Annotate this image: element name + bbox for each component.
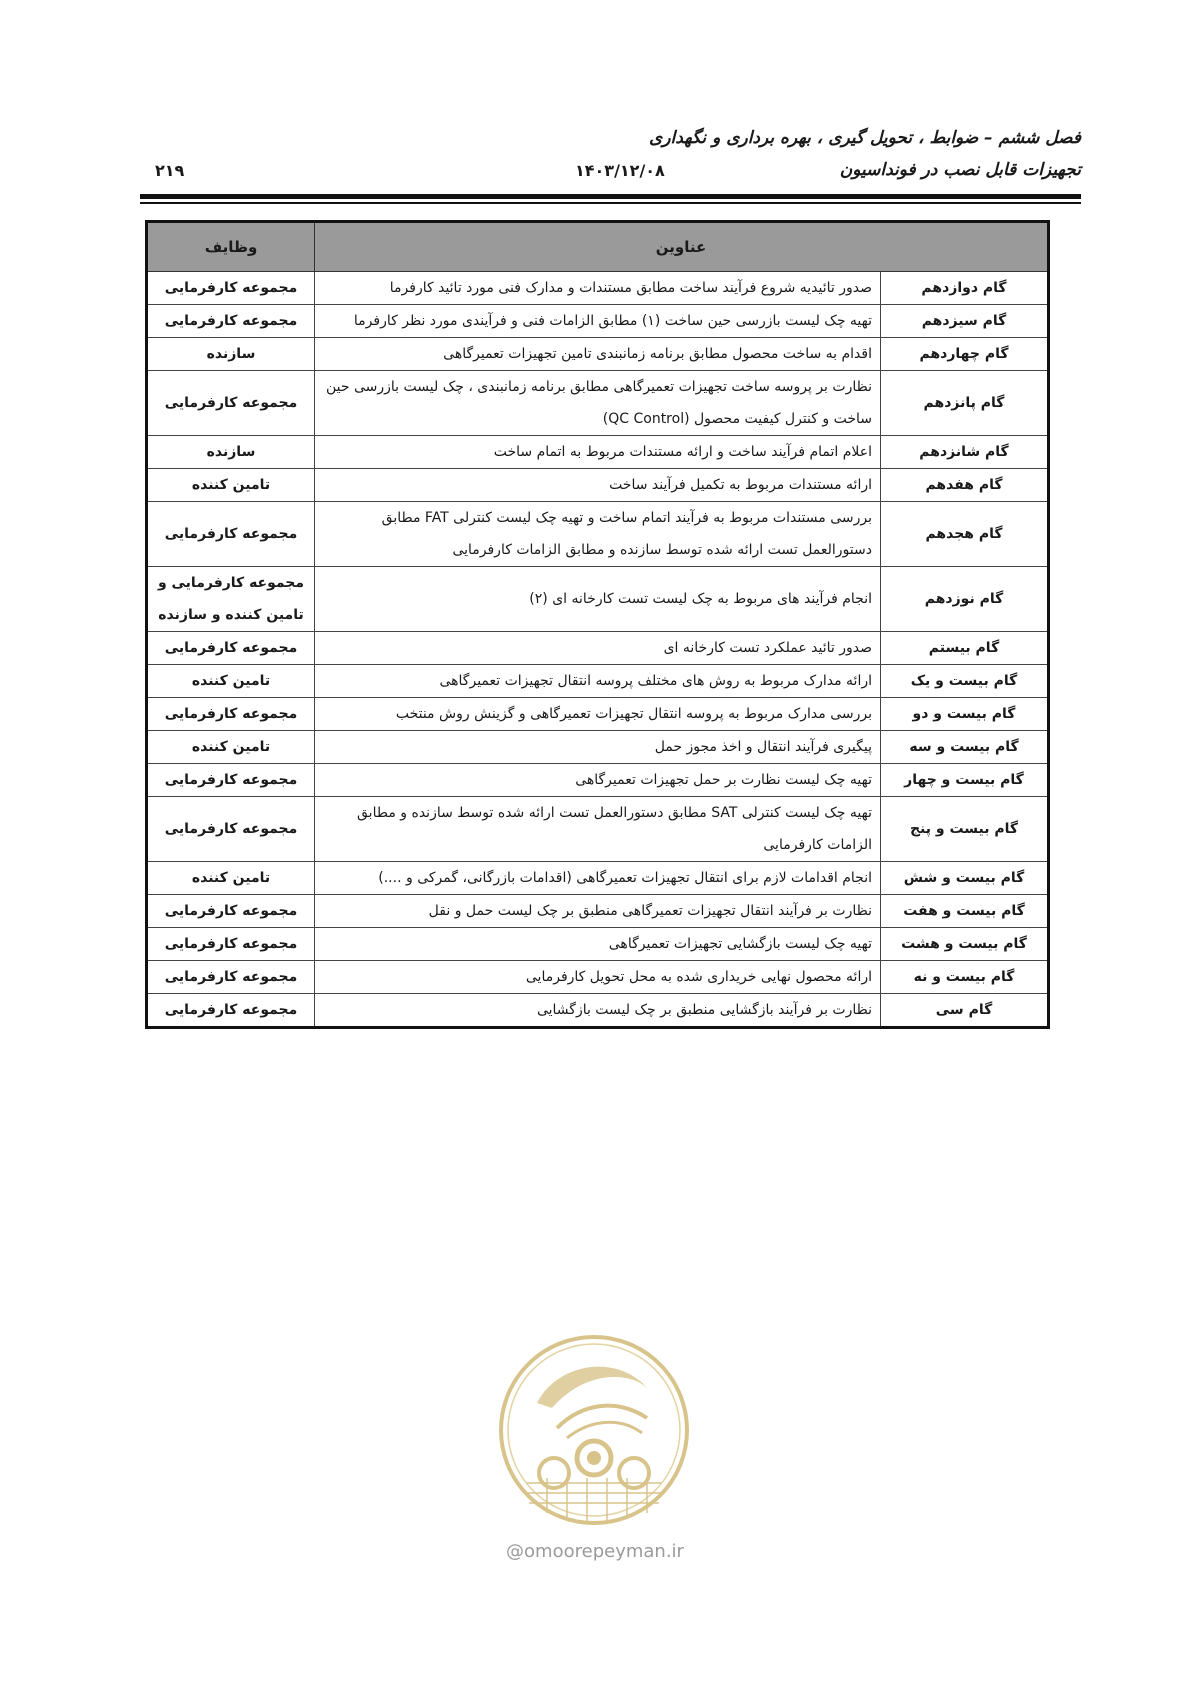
step-cell: گام سی	[881, 994, 1049, 1028]
step-cell: گام نوزدهم	[881, 567, 1049, 632]
table-header-row	[147, 222, 1049, 272]
duty-cell: تامین کننده	[147, 469, 315, 502]
title-cell: انجام اقدامات لازم برای انتقال تجهیزات تعمیرگاهی (اقدامات بازرگانی، گمرکی و ....)	[315, 862, 881, 895]
watermark-caption: @omoorepeyman.ir	[506, 1541, 684, 1562]
document-date: ۱۴۰۳/۱۲/۰۸	[575, 161, 665, 180]
title-cell: ارائه محصول نهایی خریداری شده به محل تحویل کارفرمایی	[315, 961, 881, 994]
title-cell: ارائه مدارک مربوط به روش های مختلف پروسه انتقال تجهیزات تعمیرگاهی	[315, 665, 881, 698]
duty-cell: مجموعه کارفرمایی	[147, 961, 315, 994]
duty-cell: مجموعه کارفرمایی	[147, 272, 315, 305]
title-cell: اعلام اتمام فرآیند ساخت و ارائه مستندات مربوط به اتمام ساخت	[315, 436, 881, 469]
duty-cell: مجموعه کارفرمایی و تامین کننده و سازنده	[147, 567, 315, 632]
table-body	[147, 272, 1049, 1028]
table-row	[147, 665, 1049, 698]
page-number: ۲۱۹	[155, 161, 185, 180]
step-cell: گام شانزدهم	[881, 436, 1049, 469]
duty-cell: تامین کننده	[147, 665, 315, 698]
steps-table	[145, 220, 1050, 1029]
duty-cell: مجموعه کارفرمایی	[147, 928, 315, 961]
step-cell: گام بیستم	[881, 632, 1049, 665]
step-cell: گام سیزدهم	[881, 305, 1049, 338]
step-cell: گام بیست و هشت	[881, 928, 1049, 961]
step-cell: گام هفدهم	[881, 469, 1049, 502]
title-cell: تهیه چک لیست نظارت بر حمل تجهیزات تعمیرگاهی	[315, 764, 881, 797]
duty-cell: مجموعه کارفرمایی	[147, 994, 315, 1028]
table-row	[147, 994, 1049, 1028]
duty-cell: سازنده	[147, 436, 315, 469]
header-titles: عناوین	[315, 222, 1049, 272]
title-cell: بررسی مدارک مربوط به پروسه انتقال تجهیزات تعمیرگاهی و گزینش روش منتخب	[315, 698, 881, 731]
step-cell: گام چهاردهم	[881, 338, 1049, 371]
section-subtitle: تجهیزات قابل نصب در فونداسیون	[839, 160, 1081, 180]
table-row	[147, 731, 1049, 764]
title-cell: تهیه چک لیست بازرسی حین ساخت (۱) مطابق الزامات فنی و فرآیندی مورد نظر کارفرما	[315, 305, 881, 338]
table-row	[147, 338, 1049, 371]
header-rule-thick	[140, 194, 1081, 199]
title-cell: ارائه مستندات مربوط به تکمیل فرآیند ساخت	[315, 469, 881, 502]
duty-cell: مجموعه کارفرمایی	[147, 797, 315, 862]
chapter-title: فصل ششم – ضوابط ، تحویل گیری ، بهره برداری و نگهداری	[649, 128, 1081, 148]
duty-cell: سازنده	[147, 338, 315, 371]
step-cell: گام پانزدهم	[881, 371, 1049, 436]
step-cell: گام بیست و دو	[881, 698, 1049, 731]
step-cell: گام بیست و یک	[881, 665, 1049, 698]
step-cell: گام دوازدهم	[881, 272, 1049, 305]
title-cell: نظارت بر پروسه ساخت تجهیزات تعمیرگاهی مطابق برنامه زمانبندی ، چک لیست بازرسی حین ساخت و کنترل کیفیت محصول (QC Control)	[315, 371, 881, 436]
step-cell: گام بیست و سه	[881, 731, 1049, 764]
table-row	[147, 632, 1049, 665]
table-row	[147, 436, 1049, 469]
title-cell: صدور تائید عملکرد تست کارخانه ای	[315, 632, 881, 665]
duty-cell: مجموعه کارفرمایی	[147, 764, 315, 797]
title-cell: پیگیری فرآیند انتقال و اخذ مجوز حمل	[315, 731, 881, 764]
title-cell: تهیه چک لیست بازگشایی تجهیزات تعمیرگاهی	[315, 928, 881, 961]
table-row	[147, 862, 1049, 895]
table-row	[147, 895, 1049, 928]
step-cell: گام هجدهم	[881, 502, 1049, 567]
header-rule-thin	[140, 202, 1081, 204]
title-cell: نظارت بر فرآیند انتقال تجهیزات تعمیرگاهی منطبق بر چک لیست حمل و نقل	[315, 895, 881, 928]
duty-cell: مجموعه کارفرمایی	[147, 698, 315, 731]
duty-cell: مجموعه کارفرمایی	[147, 895, 315, 928]
step-cell: گام بیست و پنج	[881, 797, 1049, 862]
title-cell: انجام فرآیند های مربوط به چک لیست تست کارخانه ای (۲)	[315, 567, 881, 632]
table-row	[147, 567, 1049, 632]
table-row	[147, 371, 1049, 436]
title-cell: نظارت بر فرآیند بازگشایی منطبق بر چک لیست بازگشایی	[315, 994, 881, 1028]
step-cell: گام بیست و نه	[881, 961, 1049, 994]
table-row	[147, 469, 1049, 502]
duty-cell: مجموعه کارفرمایی	[147, 305, 315, 338]
duty-cell: تامین کننده	[147, 862, 315, 895]
duty-cell: مجموعه کارفرمایی	[147, 371, 315, 436]
duty-cell: تامین کننده	[147, 731, 315, 764]
seal-icon	[497, 1333, 691, 1527]
duty-cell: مجموعه کارفرمایی	[147, 502, 315, 567]
table-row	[147, 797, 1049, 862]
title-cell: تهیه چک لیست کنترلی SAT مطابق دستورالعمل تست ارائه شده توسط سازنده و مطابق الزامات کارفرمایی	[315, 797, 881, 862]
table-row	[147, 961, 1049, 994]
header-duties: وظایف	[147, 222, 315, 272]
watermark-logo	[497, 1333, 691, 1527]
table-row	[147, 272, 1049, 305]
table-row	[147, 305, 1049, 338]
step-cell: گام بیست و شش	[881, 862, 1049, 895]
duty-cell: مجموعه کارفرمایی	[147, 632, 315, 665]
table-row	[147, 698, 1049, 731]
step-cell: گام بیست و هفت	[881, 895, 1049, 928]
title-cell: صدور تائیدیه شروع فرآیند ساخت مطابق مستندات و مدارک فنی مورد تائید کارفرما	[315, 272, 881, 305]
table-row	[147, 502, 1049, 567]
table-row	[147, 764, 1049, 797]
title-cell: بررسی مستندات مربوط به فرآیند اتمام ساخت و تهیه چک لیست کنترلی FAT مطابق دستورالعمل تست ارائه شده توسط سازنده و مطابق الزامات کارفرمایی	[315, 502, 881, 567]
step-cell: گام بیست و چهار	[881, 764, 1049, 797]
table-row	[147, 928, 1049, 961]
title-cell: اقدام به ساخت محصول مطابق برنامه زمانبندی تامین تجهیزات تعمیرگاهی	[315, 338, 881, 371]
